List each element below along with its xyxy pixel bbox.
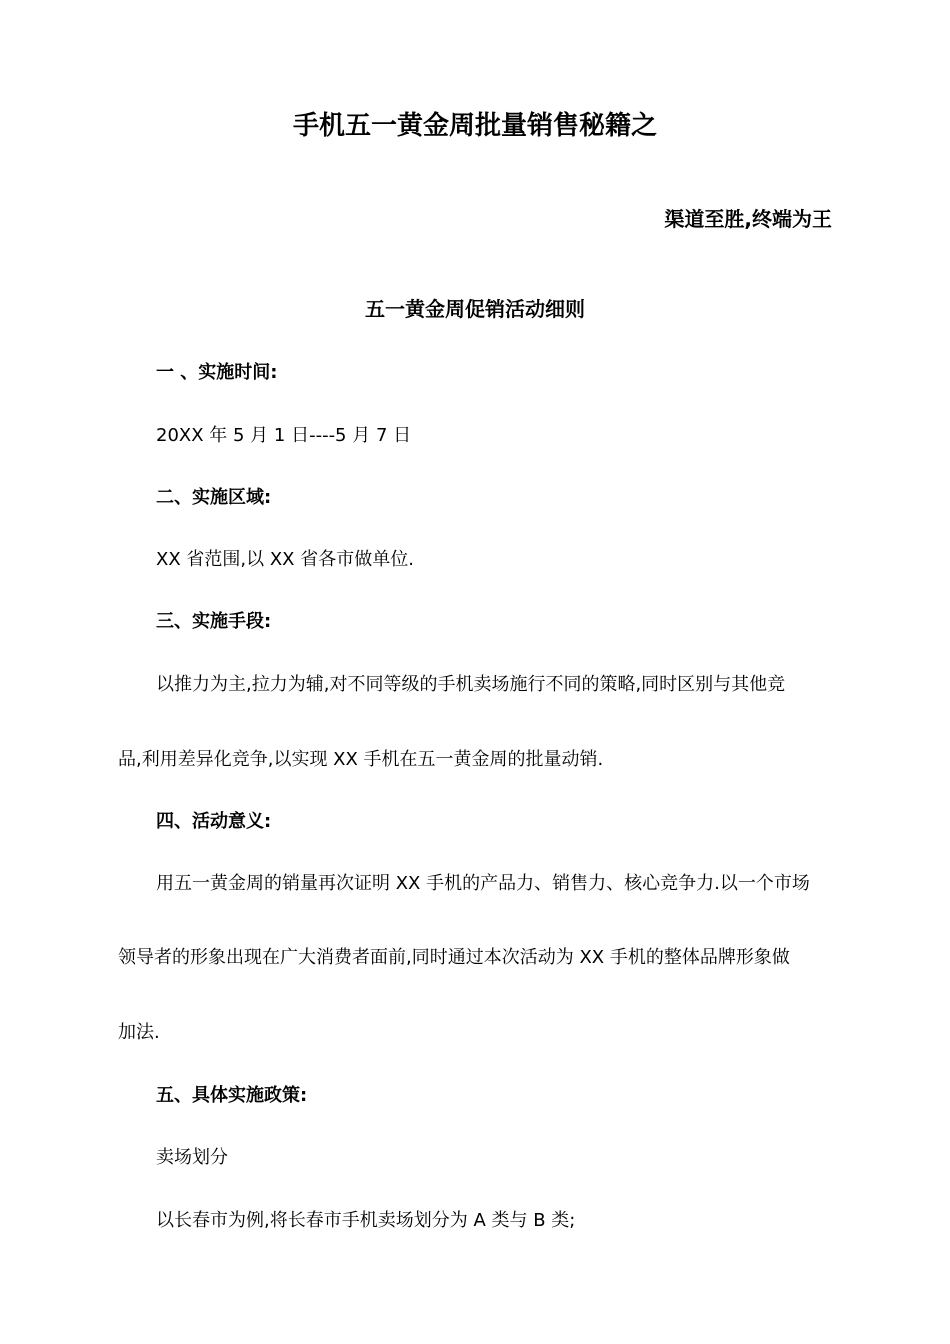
section-title: 五一黄金周促销活动细则 [365, 297, 585, 321]
section-heading-5: 五、具体实施政策: [156, 1085, 308, 1106]
section-5-line-2: 以长春市为例,将长春市手机卖场划分为 A 类与 B 类; [156, 1210, 576, 1231]
section-4-line-1: 用五一黄金周的销量再次证明 XX 手机的产品力、销售力、核心竞争力.以一个市场 [156, 873, 810, 894]
document-title: 手机五一黄金周批量销售秘籍之 [292, 111, 657, 141]
section-2-line-1: XX 省范围,以 XX 省各市做单位. [156, 549, 414, 570]
section-3-line-2: 品,利用差异化竞争,以实现 XX 手机在五一黄金周的批量动销. [118, 749, 604, 770]
section-heading-4: 四、活动意义: [156, 811, 272, 832]
section-1-line-1: 20XX 年 5 月 1 日----5 月 7 日 [156, 425, 412, 446]
section-heading-2: 二、实施区域: [156, 487, 272, 508]
section-heading-3: 三、实施手段: [156, 611, 272, 632]
section-4-line-2: 领导者的形象出现在广大消费者面前,同时通过本次活动为 XX 手机的整体品牌形象做 [118, 947, 790, 968]
section-5-line-1: 卖场划分 [156, 1147, 228, 1168]
section-3-line-1: 以推力为主,拉力为辅,对不同等级的手机卖场施行不同的策略,同时区别与其他竞 [156, 674, 786, 695]
section-4-line-3: 加法. [118, 1022, 160, 1043]
section-heading-1: 一 、实施时间: [156, 362, 278, 383]
document-subtitle: 渠道至胜,终端为王 [664, 207, 832, 231]
